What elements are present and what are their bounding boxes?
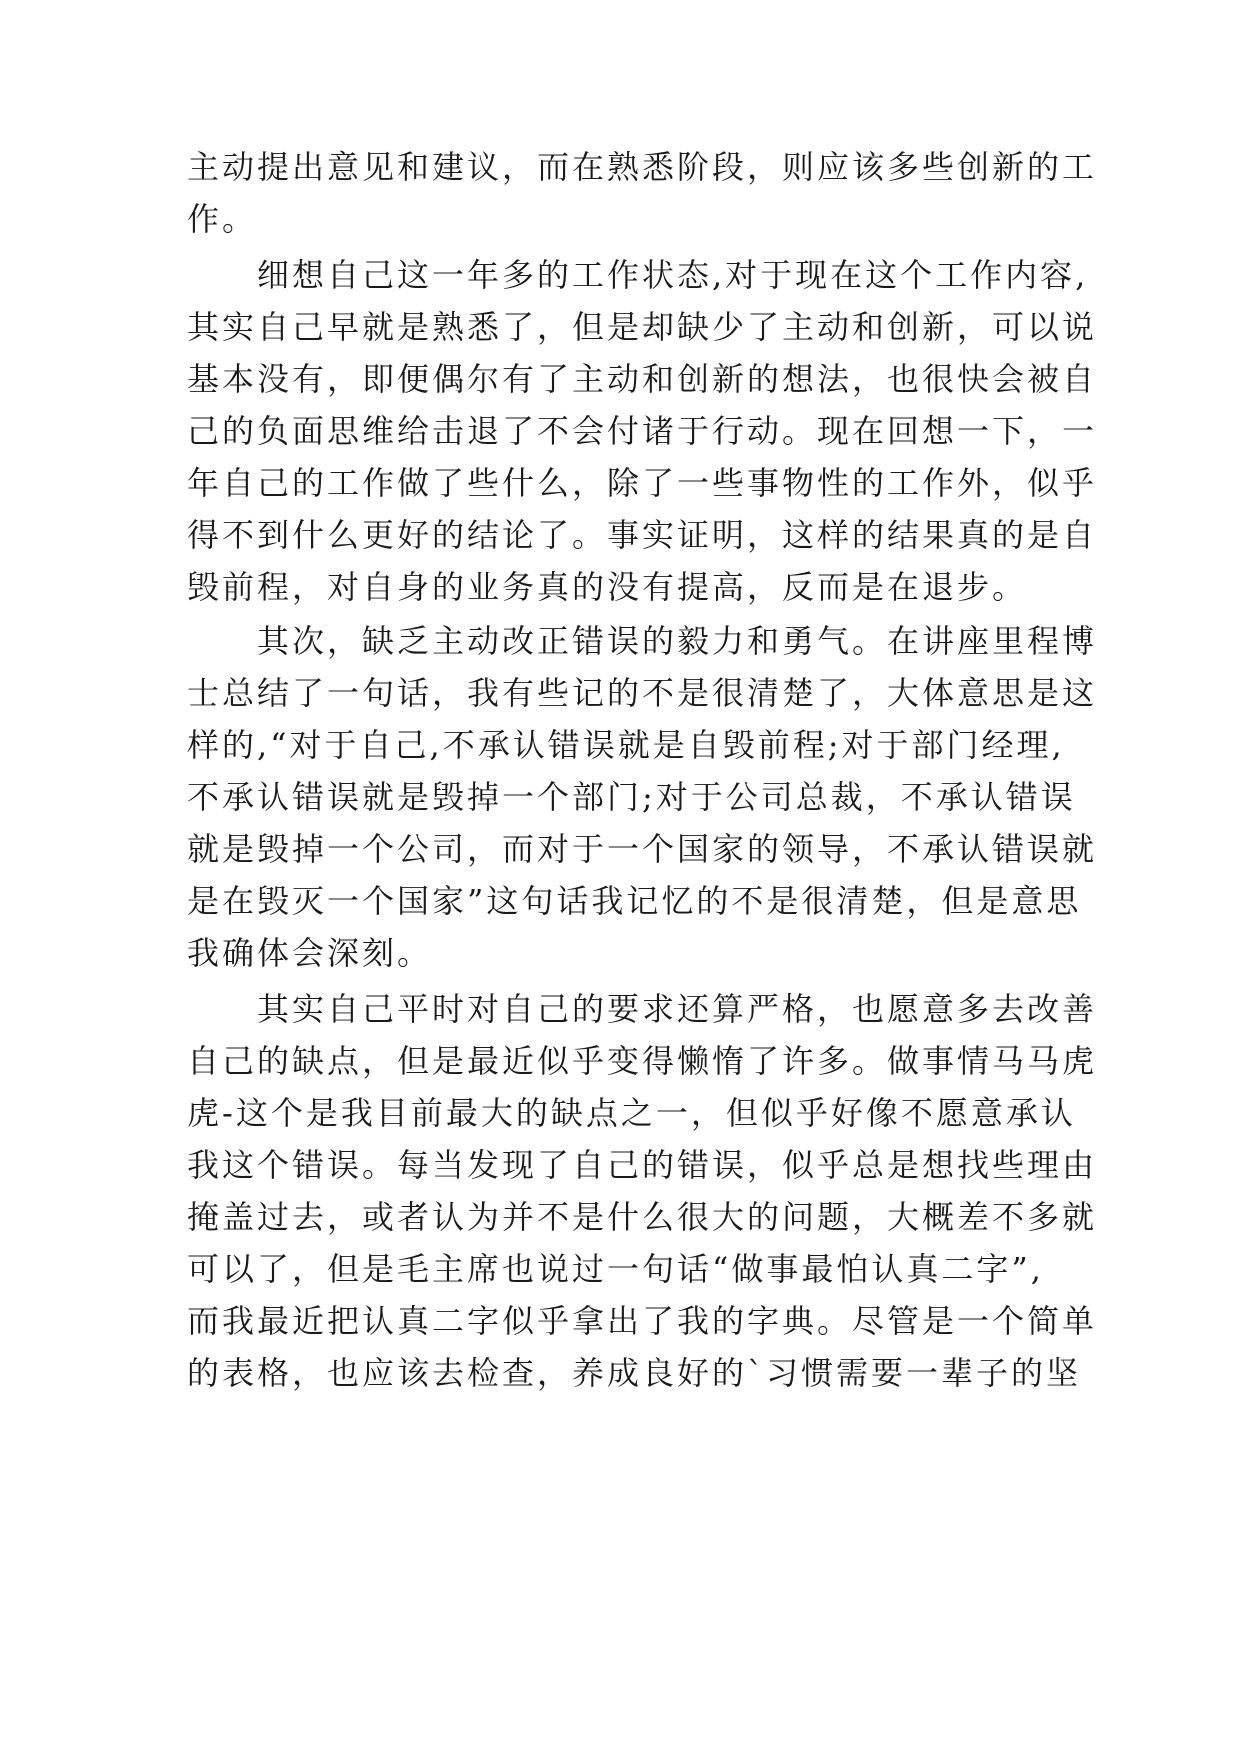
paragraph-first-line: 其次，缺乏主动改正错误的毅力和勇气。在讲座里程博 [257, 622, 1098, 660]
text-line: 样的,“对于自己,不承认错误就是自毁前程;对于部门经理, [187, 726, 1065, 764]
text-line: 不承认错误就是毁掉一个部门;对于公司总裁，不承认错误 [187, 778, 1076, 816]
paragraph-first-line: 细想自己这一年多的工作状态,对于现在这个工作内容, [257, 256, 1089, 294]
text-line: 虎-这个是我目前最大的缺点之一，但似乎好像不愿意承认 [187, 1094, 1076, 1132]
text-line: 年自己的工作做了些什么，除了一些事物性的工作外，似乎 [187, 464, 1098, 502]
text-line: 就是毁掉一个公司，而对于一个国家的领导，不承认错误就 [187, 830, 1098, 868]
text-line: 己的负面思维给击退了不会付诸于行动。现在回想一下，一 [187, 412, 1098, 450]
text-line: 自己的缺点，但是最近似乎变得懒惰了许多。做事情马马虎 [187, 1042, 1098, 1080]
text-line: 我确体会深刻。 [187, 934, 433, 972]
text-line: 基本没有，即便偶尔有了主动和创新的想法，也很快会被自 [187, 360, 1098, 398]
text-line: 可以了，但是毛主席也说过一句话“做事最怕认真二字”, [187, 1250, 1044, 1288]
text-line: 是在毁灭一个国家”这句话我记忆的不是很清楚，但是意思 [187, 882, 1082, 920]
text-line: 掩盖过去，或者认为并不是什么很大的问题，大概差不多就 [187, 1198, 1098, 1236]
text-line: 主动提出意见和建议，而在熟悉阶段，则应该多些创新的工 [187, 148, 1098, 186]
text-line: 士总结了一句话，我有些记的不是很清楚了，大体意思是这 [187, 674, 1098, 712]
text-line: 我这个错误。每当发现了自己的错误，似乎总是想找些理由 [187, 1146, 1098, 1184]
text-line: 的表格，也应该去检查，养成良好的`习惯需要一辈子的坚 [187, 1354, 1082, 1392]
paragraph-first-line: 其实自己平时对自己的要求还算严格，也愿意多去改善 [257, 990, 1098, 1028]
text-line: 其实自己早就是熟悉了，但是却缺少了主动和创新，可以说 [187, 308, 1098, 346]
text-line: 而我最近把认真二字似乎拿出了我的字典。尽管是一个简单 [187, 1302, 1098, 1340]
text-line: 作。 [187, 200, 258, 238]
text-line: 得不到什么更好的结论了。事实证明，这样的结果真的是自 [187, 516, 1098, 554]
text-line: 毁前程，对自身的业务真的没有提高，反而是在退步。 [187, 568, 1028, 606]
